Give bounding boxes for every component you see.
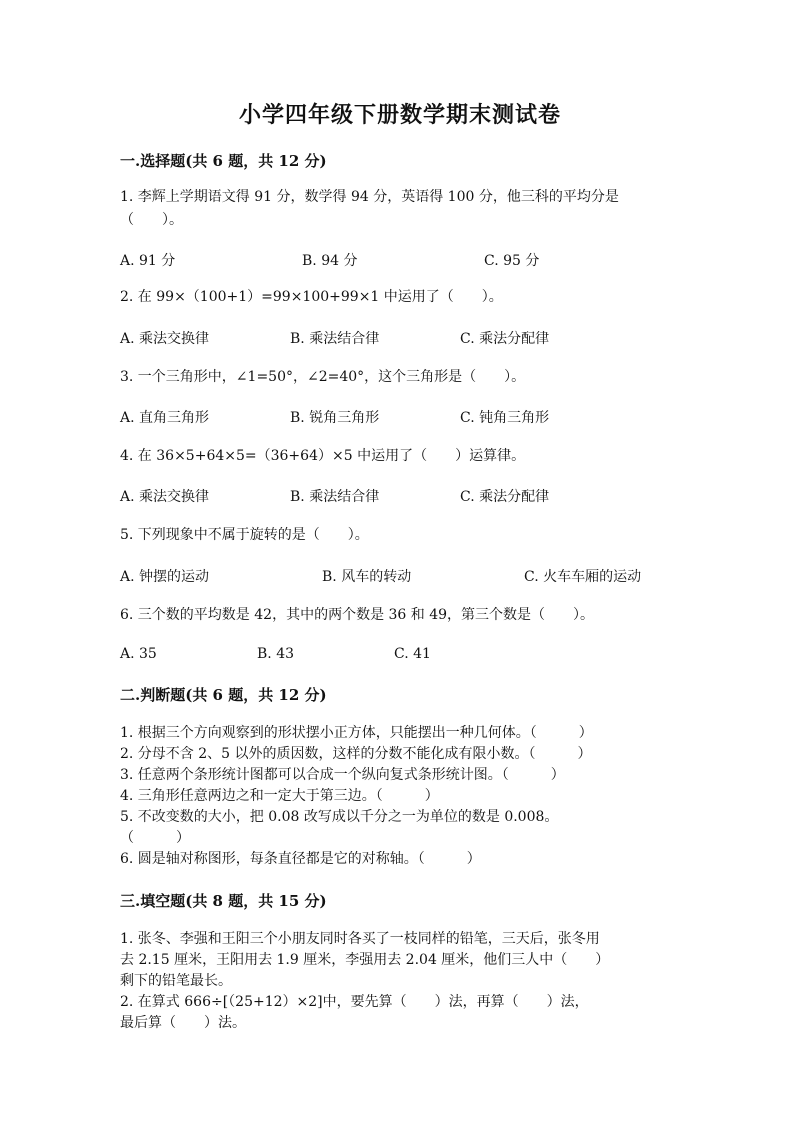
choice-option: B. 乘法结合律 xyxy=(290,489,380,505)
fill-item-line: 剩下的铅笔最长。 xyxy=(120,973,232,989)
question-text: 4. 在 36×5+64×5=（36+64）×5 中运用了（ ）运算律。 xyxy=(120,448,526,464)
choice-option: B. 94 分 xyxy=(302,253,358,269)
page-title: 小学四年级下册数学期末测试卷 xyxy=(238,102,561,128)
choice-option: A. 35 xyxy=(120,646,157,662)
judge-item: 4. 三角形任意两边之和一定大于第三边。（ ） xyxy=(120,788,439,804)
judge-item: 3. 任意两个条形统计图都可以合成一个纵向复式条形统计图。（ ） xyxy=(120,767,565,783)
question-text: 1. 李辉上学期语文得 91 分，数学得 94 分，英语得 100 分，他三科的平均分是 xyxy=(120,189,619,205)
choice-option: A. 乘法交换律 xyxy=(120,489,210,505)
choice-option: C. 乘法分配律 xyxy=(460,489,550,505)
judge-item: 5. 不改变数的大小，把 0.08 改写成以千分之一为单位的数是 0.008。 xyxy=(120,809,559,825)
judge-item: 6. 圆是轴对称图形，每条直径都是它的对称轴。（ ） xyxy=(120,851,481,867)
choice-option: B. 锐角三角形 xyxy=(290,410,380,426)
question-text: 6. 三个数的平均数是 42，其中的两个数是 36 和 49，第三个数是（ ）。 xyxy=(120,607,595,623)
choice-option: B. 43 xyxy=(257,646,295,662)
question-text: 3. 一个三角形中，∠1=50°，∠2=40°，这个三角形是（ ）。 xyxy=(120,369,526,385)
choice-option: C. 41 xyxy=(394,646,431,662)
section-heading-choice: 一.选择题(共 6 题，共 12 分) xyxy=(120,152,327,170)
choice-option: A. 直角三角形 xyxy=(120,410,210,426)
judge-item: 2. 分母不含 2、5 以外的质因数，这样的分数不能化成有限小数。（ ） xyxy=(120,746,592,762)
choice-option: A. 乘法交换律 xyxy=(120,331,210,347)
fill-item-line: 去 2.15 厘米，王阳用去 1.9 厘米，李强用去 2.04 厘米，他们三人中（ ） xyxy=(120,952,610,968)
fill-item-line: 最后算（ ）法。 xyxy=(120,1015,246,1031)
choice-option: C. 火车车厢的运动 xyxy=(524,569,642,585)
fill-item-line: 2. 在算式 666÷[（25+12）×2]中，要先算（ ）法，再算（ ）法， xyxy=(120,994,589,1010)
judge-item: 1. 根据三个方向观察到的形状摆小正方体，只能摆出一种几何体。（ ） xyxy=(120,725,593,741)
question-text: （ ）。 xyxy=(120,212,183,228)
choice-option: C. 钝角三角形 xyxy=(460,410,550,426)
choice-option: B. 乘法结合律 xyxy=(290,331,380,347)
choice-option: B. 风车的转动 xyxy=(322,569,412,585)
choice-option: C. 乘法分配律 xyxy=(460,331,550,347)
fill-item-line: 1. 张冬、李强和王阳三个小朋友同时各买了一枝同样的铅笔，三天后，张冬用 xyxy=(120,931,600,947)
question-text: 5. 下列现象中不属于旋转的是（ ）。 xyxy=(120,527,369,543)
choice-option: C. 95 分 xyxy=(484,253,540,269)
section-heading-fill: 三.填空题(共 8 题，共 15 分) xyxy=(120,892,327,910)
judge-item: （ ） xyxy=(120,830,190,846)
choice-option: A. 钟摆的运动 xyxy=(120,569,210,585)
choice-option: A. 91 分 xyxy=(120,253,176,269)
section-heading-judge: 二.判断题(共 6 题，共 12 分) xyxy=(120,686,327,704)
question-text: 2. 在 99×（100+1）=99×100+99×1 中运用了（ ）。 xyxy=(120,289,503,305)
